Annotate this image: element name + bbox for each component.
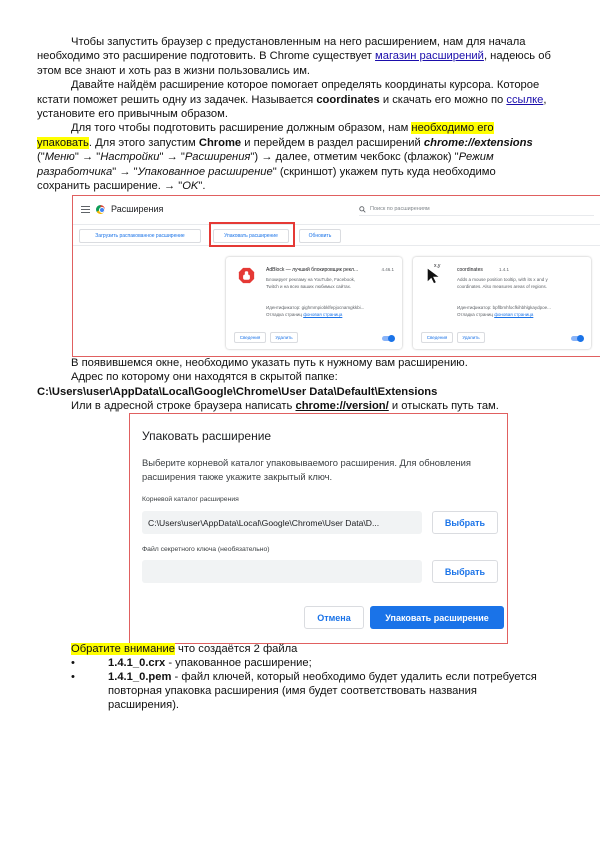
chrome-logo-icon: [96, 205, 105, 214]
extensions-screenshot: [72, 195, 600, 357]
background-page-link[interactable]: фоновая страница: [303, 312, 343, 317]
update-button[interactable]: Обновить: [299, 229, 341, 243]
key-file-label: Файл секретного ключа (необязательно): [142, 546, 270, 553]
search-placeholder: Поиск по расширениям: [370, 206, 430, 212]
enable-toggle[interactable]: [382, 336, 394, 341]
details-button[interactable]: Сведения: [421, 332, 453, 343]
extensions-title: Расширения: [111, 204, 164, 214]
paragraph-path: Адрес по которому они находятся в скрытой папке: C:\Users\user\AppData\Local\Google\Chrome\User Data\Default\Extensions: [37, 371, 438, 398]
extension-name: coordinates: [457, 267, 483, 273]
link-webstore[interactable]: магазин расширений: [375, 50, 484, 63]
extension-version: 4.46.1: [381, 267, 394, 272]
document-text-bottom: [37, 642, 551, 712]
paragraph-intro: Чтобы запустить браузер с предустановленным на него расширением, нам для начала необходимо это расширение подготовить. В Chrome существует магазин расширений, надеюсь об этом все знают и хоть раз в жизни пользовались им.: [37, 36, 551, 77]
pack-dialog-screenshot: [129, 413, 508, 644]
link-download[interactable]: ссылке: [506, 93, 544, 106]
pack-button[interactable]: Упаковать расширение: [370, 606, 504, 629]
browse-key-button[interactable]: Выбрать: [432, 560, 498, 583]
remove-button[interactable]: Удалить: [270, 332, 298, 343]
document-text-middle: [37, 356, 551, 414]
adblock-icon: [238, 267, 255, 284]
paragraph-note: Обратите внимание что создаётся 2 файла: [71, 643, 298, 655]
extensions-toolbar: [73, 224, 600, 246]
bullet-item: • 1.4.1_0.crx - упакованное расширение;: [71, 657, 312, 669]
extensions-search[interactable]: [359, 203, 594, 216]
extension-id: Идентификатор: bpflbmhfocfkihbhlgkaydpoe...: [457, 305, 551, 310]
bullet-item: • 1.4.1_0.pem - файл ключей, который необходимо будет удалить если потребуется повторная упаковка расширения (имя будет соответствовать названия расширения).: [71, 671, 537, 711]
extension-description: Блокирует рекламу на YouTube, Facebook, Twitch и на всех ваших любимых сайтах.: [266, 277, 356, 289]
extension-version: 1.4.1: [499, 267, 510, 272]
cancel-button[interactable]: Отмена: [304, 606, 364, 629]
search-icon: [359, 206, 366, 213]
extension-card-adblock: [226, 257, 402, 349]
enable-toggle[interactable]: [571, 336, 583, 341]
extension-description: Adds a mouse position tooltip, with its x and y coordinates. Also measures areas of regions.: [457, 277, 548, 289]
key-file-input[interactable]: [142, 560, 422, 583]
document-text: [37, 35, 551, 193]
root-dir-input[interactable]: C:\Users\user\AppData\Local\Google\Chrome\User Data\D...: [142, 511, 422, 534]
paragraph-pack-steps: Для того чтобы подготовить расширение должным образом, нам необходимо его упаковать. Для этого запустим Chrome и перейдем в раздел расширений chrome://extensions ("Меню" → "Настройки" → "Расширения") → далее, отметим чекбокс (флажок) "Режим разработчика" → "Упакованное расширение" (скриншот) укажем путь куда необходимо сохранить расширение. → "OK".: [37, 122, 533, 193]
extension-inspect: Отладка страниц фоновая страница: [266, 312, 343, 317]
paragraph-coordinates: Давайте найдём расширение которое помогает определять координаты курсора. Которое кстати поможет решить одну из задачек. Называется coordinates и скачать его можно по ссылке, установите его привычным образом.: [37, 79, 547, 121]
background-page-link[interactable]: фоновая страница: [494, 312, 534, 317]
coordinates-icon-label: x,y: [434, 263, 441, 269]
extension-id: Идентификатор: gighmmpiobklfepjocnamgkkbi...: [266, 305, 365, 310]
paragraph-dialog: В появившемся окне, необходимо указать путь к нужному вам расширению.: [71, 357, 468, 369]
details-button[interactable]: Сведения: [234, 332, 266, 343]
dialog-description: Выберите корневой каталог упаковываемого расширения. Для обновления расширения также укажите закрытый ключ.: [142, 457, 471, 482]
highlight-frame: [209, 222, 295, 247]
extension-inspect: Отладка страниц фоновая страница: [457, 312, 534, 317]
browse-root-button[interactable]: Выбрать: [432, 511, 498, 534]
pack-extension-button[interactable]: Упаковать расширение: [213, 229, 289, 243]
dialog-title: Упаковать расширение: [142, 429, 272, 443]
root-dir-label: Корневой каталог расширения: [142, 496, 239, 503]
hamburger-menu-icon[interactable]: [81, 206, 90, 213]
extension-name: AdBlock — лучший блокировщик рекл...: [266, 267, 359, 273]
extension-card-coordinates: [413, 257, 591, 349]
load-unpacked-button[interactable]: Загрузить распакованное расширение: [79, 229, 201, 243]
remove-button[interactable]: Удалить: [457, 332, 485, 343]
paragraph-version: Или в адресной строке браузера написать chrome://version/ и отыскать путь там.: [71, 400, 499, 413]
